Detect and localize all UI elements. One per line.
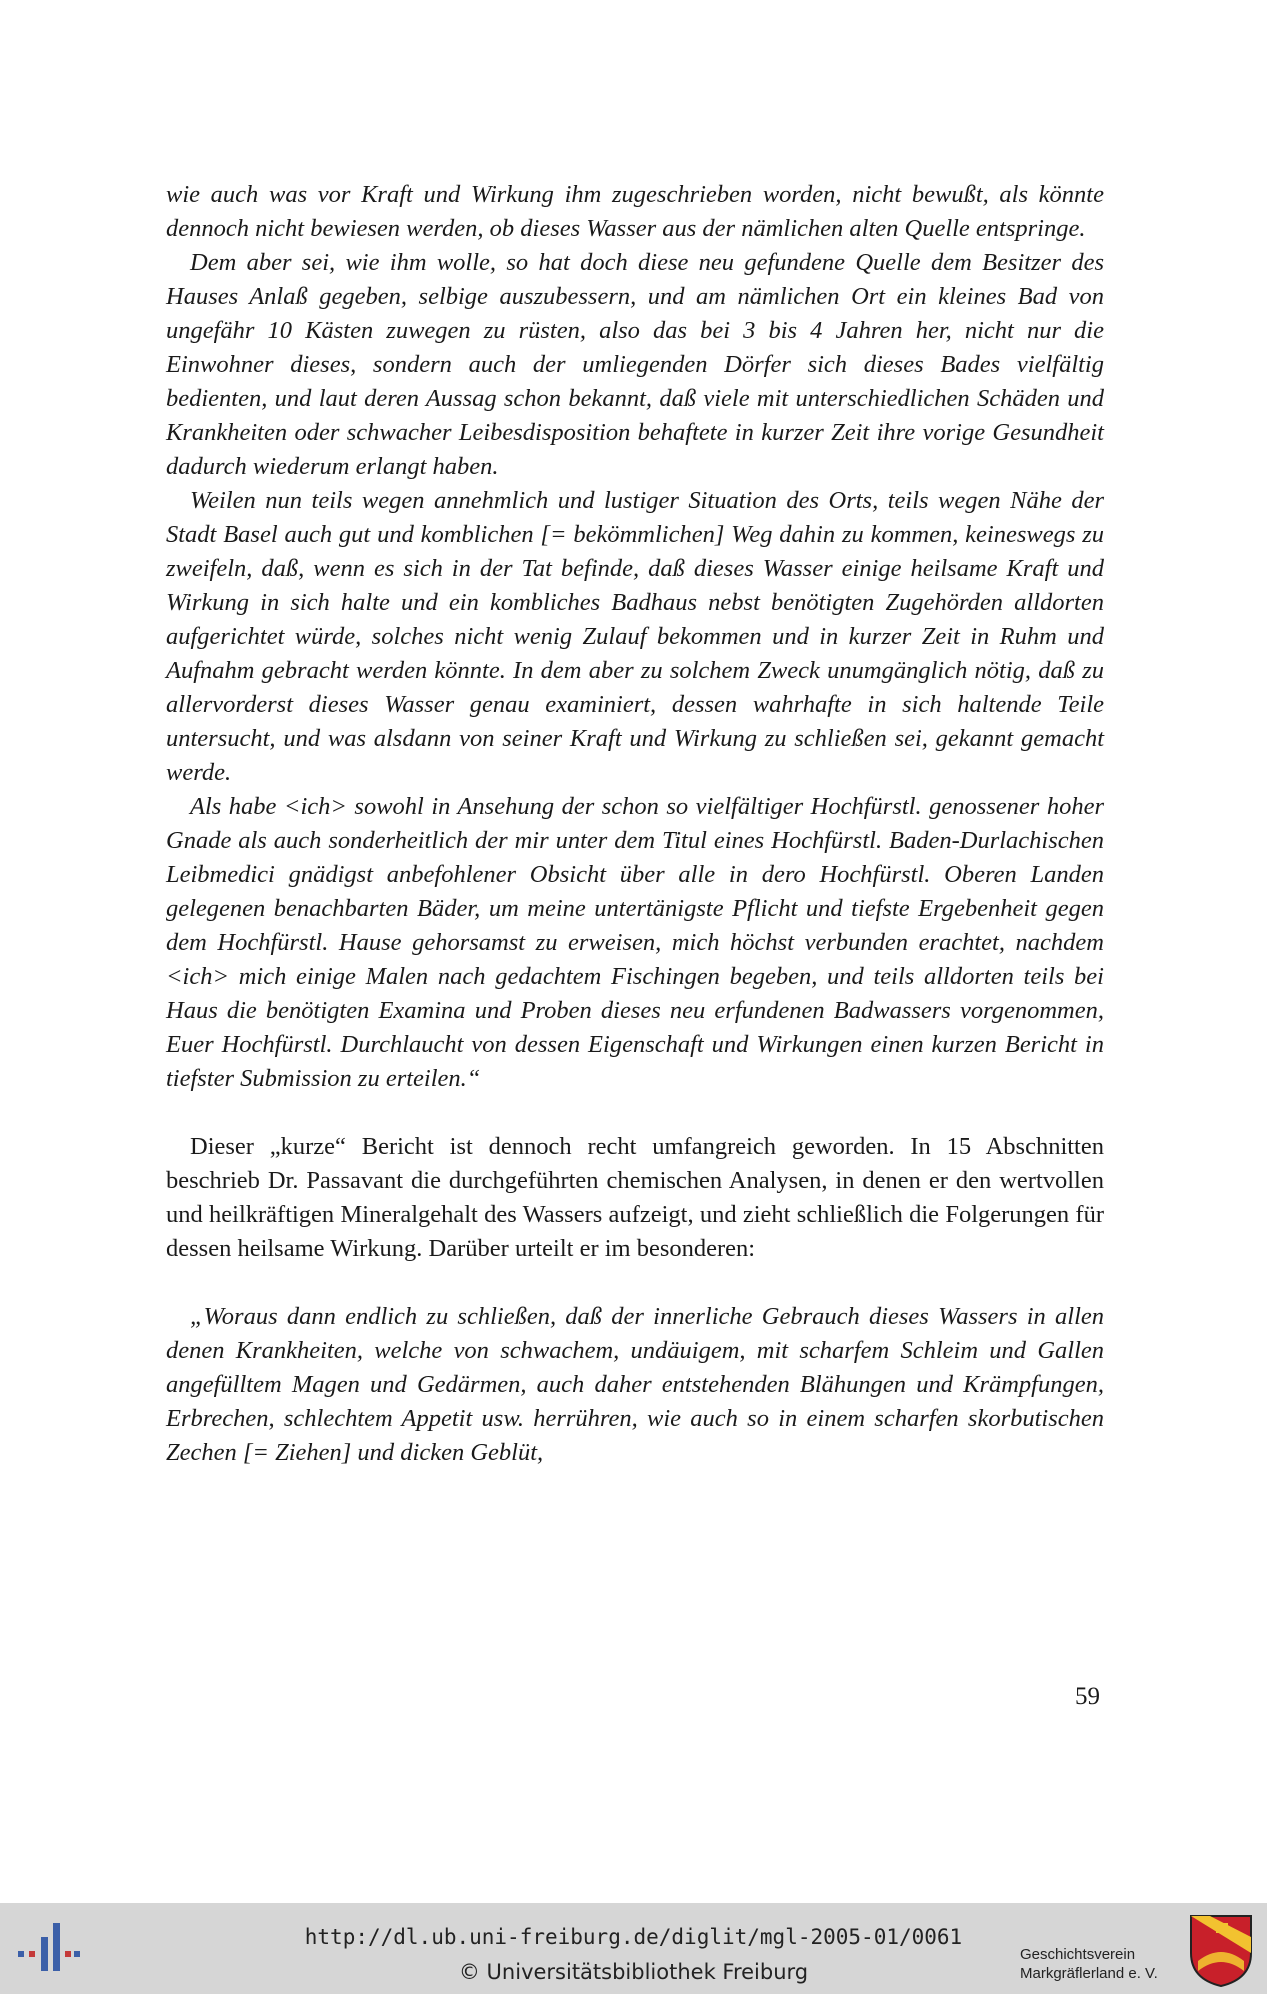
quote-paragraph-5: „Woraus dann endlich zu schließen, daß der innerliche Gebrauch dieses Wassers in allen denen Krankheiten, welche von schwachem, undäuigem, mit scharfem Schleim und Gallen angefülltem Magen und Gedärmen, auch daher entstehenden Blähungen und Krämpfungen, Erbrechen, schlechtem Appetit usw. herrühren, wie auch so in einem scharfen skorbutischen Zechen [= Ziehen] und dicken Geblüt,: [166, 1303, 1104, 1466]
quote-paragraph-4: Als habe <ich> sowohl in Ansehung der schon so vielfältiger Hochfürstl. genossener hoher Gnade als auch sonderheitlich der mir unter dem Titul eines Hochfürstl. Baden-Durlachischen Leibmedici gnädigst anbefohlener Obsicht über alle in dero Hochfürstl. Oberen Landen gelegenen benachbarten Bäder, um meine untertänigste Pflicht und tiefste Ergebenheit gegen dem Hochfürstl. Hause gehorsamst zu erweisen, mich höchst verbunden erachtet, nachdem <ich> mich einige Malen nach gedachtem Fischingen begeben, und teils alldorten teils bei Haus die benötigten Examina und Proben dieses neu erfundenen Badwassers vorgenommen, Euer Hochfürstl. Durchlaucht von dessen Eigenschaft und Wirkungen einen kurzen Bericht in tiefster Submission zu erteilen.“: [166, 793, 1104, 1092]
society-name-line-2: Markgräflerland e. V.: [1020, 1965, 1158, 1982]
copyright-text: © Universitätsbibliothek Freiburg: [458, 1960, 809, 1984]
quote-paragraph-1: wie auch was vor Kraft und Wirkung ihm zugeschrieben worden, nicht bewußt, als könnte dennoch nicht bewiesen werden, ob dieses Wasser aus der nämlichen alten Quelle entspringe.: [166, 181, 1104, 242]
page-number: 59: [1075, 1683, 1100, 1710]
footer-bar: [0, 1903, 1267, 1994]
page-body: [166, 178, 1104, 1470]
body-paragraph: Dieser „kurze“ Bericht ist dennoch recht umfangreich geworden. In 15 Abschnitten beschrieb Dr. Passavant die durchgeführten chemischen Analysen, in denen er den wertvollen und heilkräftigen Mineralgehalt des Wassers aufzeigt, und zieht schließlich die Folgerungen für dessen heilsame Wirkung. Darüber urteilt er im besonderen:: [166, 1133, 1104, 1262]
document-url-link[interactable]: http://dl.ub.uni-freiburg.de/diglit/mgl-2005-01/0061: [304, 1925, 963, 1949]
quote-paragraph-3: Weilen nun teils wegen annehmlich und lustiger Situation des Orts, teils wegen Nähe der Stadt Basel auch gut und komblichen [= bekömmlichen] Weg dahin zu kommen, keineswegs zu zweifeln, daß, wenn es sich in der Tat befinde, daß dieses Wasser einige heilsame Kraft und Wirkung in sich halte und ein kombliches Badhaus nebst benötigten Zugehörden alldorten aufgerichtet würde, solches nicht wenig Zulauf bekommen und in kurzer Zeit in Ruhm und Aufnahm gebracht werden könnte. In dem aber zu solchem Zweck unumgänglich nötig, daß zu allervorderst dieses Wasser genau examiniert, dessen wahrhafte in sich haltende Teile untersucht, und was alsdann von seiner Kraft und Wirkung zu schließen sei, gekannt gemacht werde.: [166, 487, 1104, 786]
quote-paragraph-2: Dem aber sei, wie ihm wolle, so hat doch diese neu gefundene Quelle dem Besitzer des Hauses Anlaß gegeben, selbige auszubessern, und am nämlichen Ort ein kleines Bad von ungefähr 10 Kästen zuwegen zu rüsten, also das bei 3 bis 4 Jahren her, nicht nur die Einwohner dieses, sondern auch der umliegenden Dörfer sich dieses Bades vielfältig bedienten, und laut deren Aussag schon bekannt, daß viele mit unterschiedlichen Schäden und Krankheiten oder schwacher Leibesdisposition behaftete in kurzer Zeit ihre vorige Gesundheit dadurch wiederum erlangt haben.: [166, 249, 1104, 480]
coat-of-arms-icon: [1188, 1913, 1254, 1989]
society-name: [1020, 1945, 1180, 1983]
society-name-line-1: Geschichtsverein: [1020, 1946, 1136, 1963]
